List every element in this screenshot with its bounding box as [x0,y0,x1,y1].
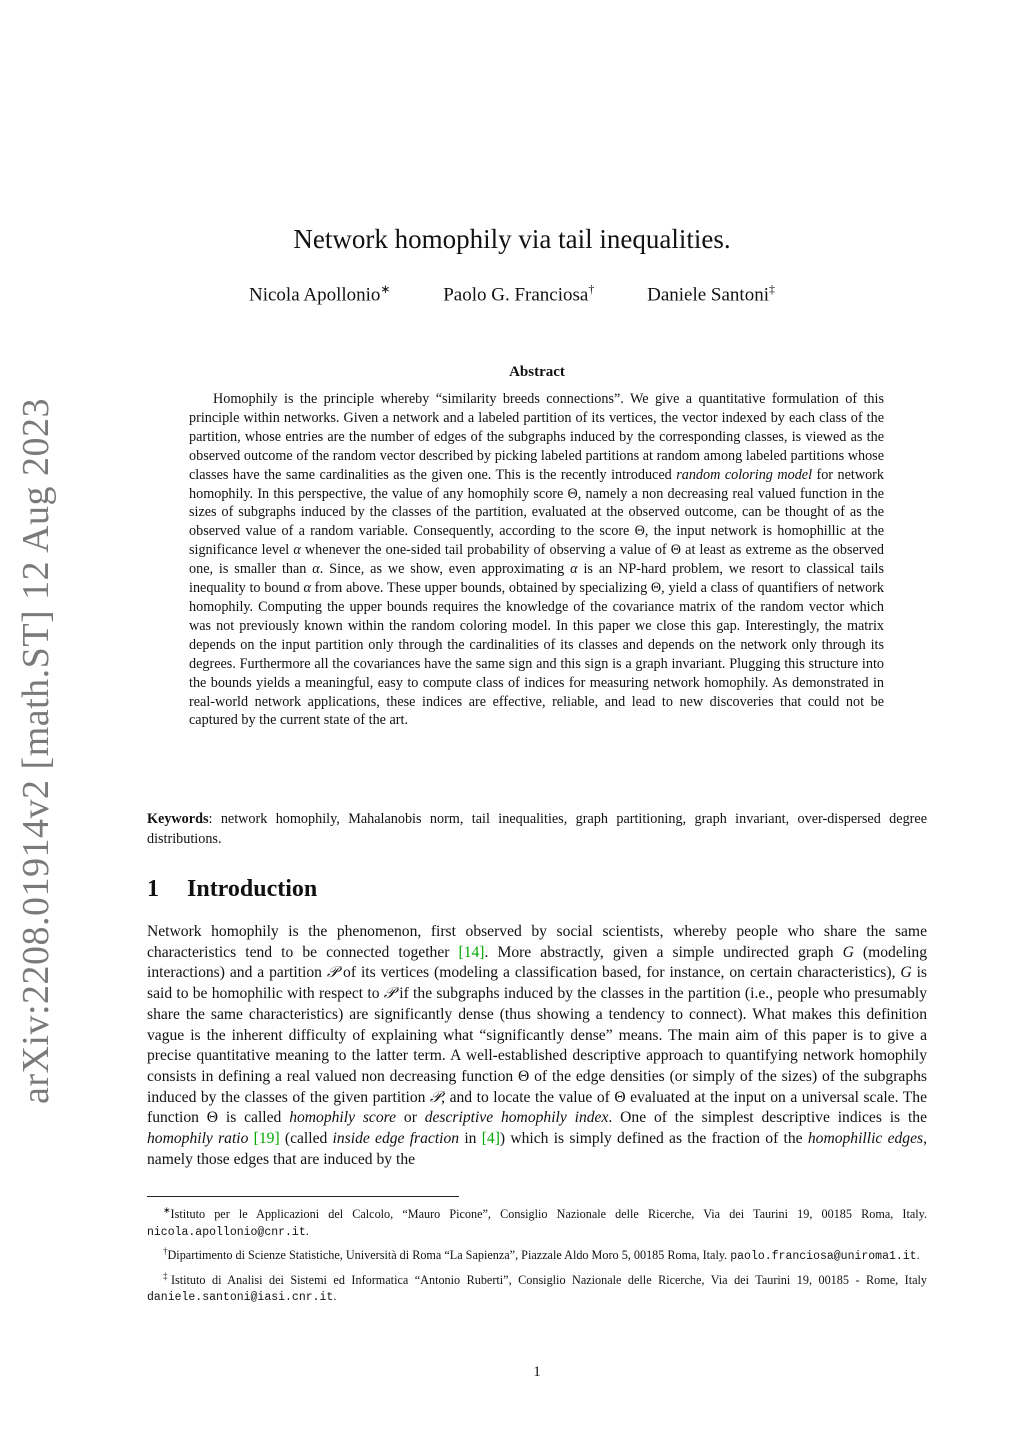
author [443,282,594,306]
math-symbol: α [312,561,320,578]
arxiv-id-text: arXiv:2208.01914v2 [math.ST] 12 Aug 2023 [15,397,57,1104]
abstract-text: is an NP-hard problem, we resort to classical tails inequality to bound [189,561,884,597]
paper-title: Network homophily via tail inequalities. [293,224,731,254]
footnote-mark: ‡ [163,1270,171,1281]
footnote-text: Istituto per le Applicazioni del Calcolo, “Mauro Picone”, Consiglio Nazionale delle Ricerche, Via dei Taurini 19, 00185 Roma, Italy. [170,1207,927,1222]
citation-link[interactable]: [4] [481,1130,500,1148]
keywords [147,809,927,849]
body-text: or [396,1109,425,1127]
author-mark: ∗ [380,282,391,296]
footnote-end: . [333,1289,337,1304]
math-symbol: α [293,542,301,559]
keywords-label: Keywords [147,811,209,827]
abstract-text: whenever the one-sided tail probability of observing a value of Θ at least as extreme as the observed one, is smaller than [189,542,884,578]
body-text: is said to be homophilic with respect to [147,964,927,1003]
footnote-text: Istituto di Analisi dei Sistemi ed Informatica “Antonio Ruberti”, Consiglio Nazionale delle Ricerche, Via dei Taurini 19, 00185 - Rome, Italy [170,1272,927,1287]
emphasis-term: homophily ratio [147,1130,249,1148]
footnote-mark: ∗ [163,1205,171,1215]
body-text: (called [279,1130,333,1148]
body-text: . More abstractly, given a simple undirected graph [484,943,843,961]
abstract-text: . Since, as we show, even approximating [319,561,571,578]
author-name: Nicola Apollonio [249,284,381,306]
emphasis-term: homophily score [289,1109,397,1127]
math-symbol: G [900,964,912,982]
author-name: Paolo G. Franciosa [443,284,589,306]
author-mark: † [588,282,595,296]
arxiv-sidebar-identifier [8,397,64,1104]
abstract-body [189,390,884,730]
body-text: if the subgraphs induced by the classes in the partition (i.e., people who presumably share the same characteristics) are significantly dense (thus showing a tendency to connect). What makes this definition vague is the inherent difficulty of explaining what “significantly dense” means. The main aim of this paper is to give a precise quantitative meaning to the latter term. A well-established descriptive approach to quantifying network homophily consists in defining a real valued non decreasing function Θ of the edge densities (or simply of the sizes) of the subgraphs induced by the classes of the given partition [147,985,928,1106]
email-address: nicola.apollonio@cnr.it [147,1225,306,1239]
body-text: of its vertices (modeling a classification based, for instance, on certain characteristics), [338,964,901,982]
body-text: , namely those edges that are induced by the [147,1130,927,1168]
body-text: ) which is simply defined as the fraction of the [499,1130,808,1148]
emphasis-term: descriptive homophily index [424,1109,609,1127]
footnote-text: Dipartimento di Scienze Statistiche, Università di Roma “La Sapienza”, Piazzale Aldo Moro 5, 00185 Roma, Italy. [167,1248,731,1263]
author [249,282,390,306]
footnote-mark: † [163,1246,168,1257]
footnote [147,1202,927,1241]
abstract-text: for network homophily. In this perspective, the value of any homophily score Θ, namely a non decreasing real valued function in the sizes of subgraphs induced by the classes of the partition, evaluated at the observed outcome, can be thought of as the observed value of a random variable. Consequently, according to the score Θ, the input network is homophillic at the significance level [189,466,884,559]
citation-link[interactable]: [14] [458,943,485,961]
section-number: 1 [147,876,159,902]
abstract-text: Homophily is the principle whereby “similarity breeds connections”. We give a quantitative formulation of this principle within networks. Given a network and a labeled partition of its vertices, the vector indexed by each class of the partition, whose entries are the number of edges of the subgraphs induced by the corresponding classes, is viewed as the observed outcome of the random vector described by picking labeled partitions at random among labeled partitions whose classes have the same cardinalities as the given one. This is the recently introduced [189,391,884,483]
introduction-paragraph [147,922,927,1170]
author-mark: ‡ [768,282,775,296]
footnote-end: . [916,1248,920,1263]
page-number: 1 [533,1364,541,1380]
footnote [147,1243,927,1266]
section-title: Introduction [187,876,318,902]
author [647,282,775,306]
footnote-end: . [305,1223,309,1238]
author-list [0,282,1024,306]
citation-link[interactable]: [19] [253,1130,280,1148]
footnote-rule [147,1196,459,1197]
math-symbol: G [842,943,854,961]
abstract-emphasis: random coloring model [676,466,813,483]
body-text: , and to locate the value of Θ evaluated at the input on a universal scale. The function Θ is called [147,1088,927,1127]
email-address: daniele.santoni@iasi.cnr.it [147,1291,334,1305]
emphasis-term: inside edge fraction [332,1130,460,1148]
author-name: Daniele Santoni [647,284,769,306]
math-symbol: α [303,580,311,597]
body-text: in [459,1130,482,1148]
footnote [147,1268,927,1307]
emphasis-term: homophillic edges [807,1130,924,1148]
math-symbol: 𝒫 [326,964,339,982]
body-text: . One of the simplest descriptive indices is the [608,1109,927,1127]
math-symbol: α [570,561,578,578]
footnotes [147,1202,927,1309]
math-symbol: 𝒫 [383,985,396,1003]
abstract-text: from above. These upper bounds, obtained by specializing Θ, yield a class of quantifiers of network homophily. Computing the upper bounds requires the knowledge of the covariance matrix of the random vector which was not previously known within the random coloring model. In this paper we close this gap. Interestingly, the matrix depends on the input partition only through the cardinalities of its classes and depends on the network only through its degrees. Furthermore all the covariances have the same sign and this sign is a graph invariant. Plugging this structure into the bounds yields a meaningful, easy to compute class of indices for measuring network homophily. As demonstrated in real-world network applications, these indices are effective, reliable, and lead to new discoveries that could not be captured by the current state of the art. [189,580,884,729]
math-symbol: 𝒫 [429,1088,442,1106]
email-address: paolo.franciosa@uniroma1.it [730,1250,917,1264]
keywords-text: : network homophily, Mahalanobis norm, tail inequalities, graph partitioning, graph invariant, over-dispersed degree distributions. [147,811,927,847]
body-text: (modeling interactions) and a partition [147,943,928,982]
abstract-heading: Abstract [509,364,565,380]
body-text: Network homophily is the phenomenon, first observed by social scientists, whereby people who share the same characteristics tend to be connected together [147,923,927,961]
section-heading-introduction [147,876,317,903]
